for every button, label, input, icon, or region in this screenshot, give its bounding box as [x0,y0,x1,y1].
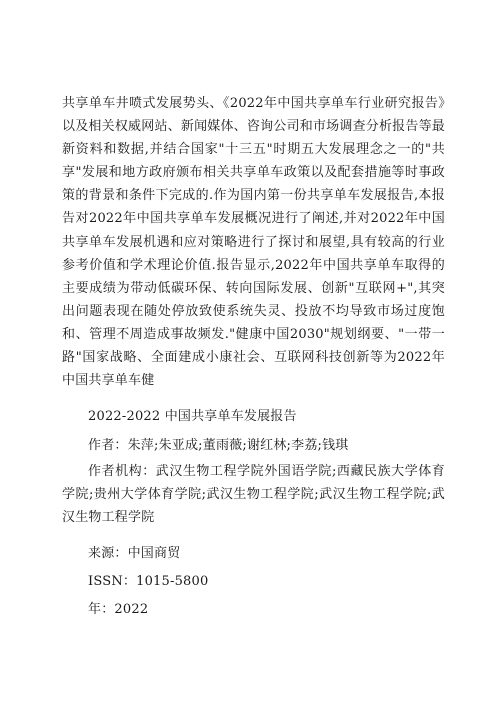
affiliations-line: 作者机构：武汉生物工程学院外国语学院;西藏民族大学体育学院;贵州大学体育学院;武汉生物工程学院;武汉生物工程学院;武汉生物工程学院 [62,464,445,526]
source-line: 来源：中国商贸 [88,546,181,561]
issn-line: ISSN：1015-5800 [88,574,209,589]
report-title: 2022-2022 中国共享单车发展报告 [88,409,297,424]
authors-line: 作者：朱萍;朱亚成;董雨薇;谢红林;李荔;钱琪 [88,438,349,453]
abstract-paragraph: 共享单车井喷式发展势头、《2022年中国共享单车行业研究报告》以及相关权威网站、新闻媒体、咨询公司和市场调查分析报告等最新资料和数据,并结合国家"十三五"时期五大发展理念之一的"共享"发展和地方政府颁布相关共享单车政策以及配套措施等时事政策的背景和条件下完成的.作为国内第一份共享单车发展报告,本报告对2022年中国共享单车发展概况进行了阐述,并对2022年中国共享单车发展机遇和应对策略进行了探讨和展望,具有较高的行业参考价值和学术理论价值.报告显示,2022年中国共享单车取得的主要成绩为带动低碳环保、转向国际发展、创新"互联网+",其突出问题表现在随处停放致使系统失灵、投放不均导致市场过度饱和、管理不周造成事故频发."健康中国2030"规划纲要、"一带一路"国家战略、全面建成小康社会、互联网科技创新等为2022年中国共享单车健 [62,96,445,389]
year-line: 年：2022 [88,602,149,617]
